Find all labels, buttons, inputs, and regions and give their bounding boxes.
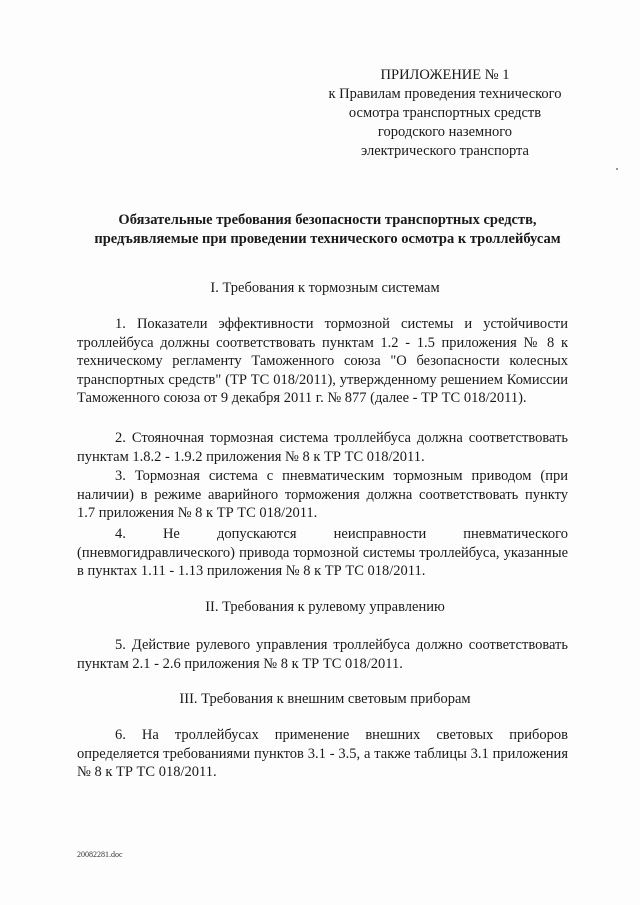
- section-title-steering: II. Требования к рулевому управлению: [205, 599, 445, 615]
- appendix-title: ПРИЛОЖЕНИЕ № 1: [380, 67, 510, 83]
- paragraph-3: 3. Тормозная система с пневматическим тормозным приводом (при наличии) в режиме аварийного торможения должна соответствовать пункту 1.7 приложения № 8 к ТР ТС 018/2011.: [77, 468, 568, 522]
- appendix-line: осмотра транспортных средств: [348, 105, 542, 121]
- paragraph-6: 6. На троллейбусах применение внешних световых приборов определяется требованиями пунктов 3.1 - 3.5, а также таблицы 3.1 приложения № 8 к ТР ТС 018/2011.: [77, 727, 568, 781]
- section-title-lighting: III. Требования к внешним световым приборам: [179, 691, 471, 707]
- appendix-line: к Правилам проведения технического: [328, 86, 562, 102]
- document-heading: [60, 211, 595, 249]
- paragraph-4: 4. Не допускаются неисправности пневматического (пневмогидравлического) привода тормозной системы троллейбуса, указанные в пунктах 1.11 - 1.13 приложения № 8 к ТР ТС 018/2011.: [77, 526, 568, 580]
- appendix-header: [300, 66, 590, 161]
- heading-line: Обязательные требования безопасности транспортных средств,: [118, 212, 537, 228]
- paragraph-2: 2. Стояночная тормозная система троллейбуса должна соответствовать пунктам 1.8.2 - 1.9.2 приложения № 8 к ТР ТС 018/2011.: [77, 430, 568, 465]
- paragraph-1: 1. Показатели эффективности тормозной системы и устойчивости троллейбуса должны соответствовать пунктам 1.2 - 1.5 приложения № 8 к техническому регламенту Таможенного союза "О безопасности колесных транспортных средств" (ТР ТС 018/2011), утвержденному решением Комиссии Таможенного союза от 9 декабря 2011 г. № 877 (далее - ТР ТС 018/2011).: [77, 316, 568, 407]
- appendix-line: электрического транспорта: [361, 143, 529, 159]
- heading-line: предъявляемые при проведении технического осмотра к троллейбусам: [94, 231, 561, 247]
- scan-speck: [616, 168, 618, 170]
- paragraph-5: 5. Действие рулевого управления троллейбуса должно соответствовать пунктам 2.1 - 2.6 приложения № 8 к ТР ТС 018/2011.: [77, 637, 568, 672]
- appendix-line: городского наземного: [377, 124, 513, 140]
- section-title-brakes: I. Требования к тормозным системам: [210, 280, 440, 296]
- document-file-id: 20082281.doc: [77, 850, 123, 859]
